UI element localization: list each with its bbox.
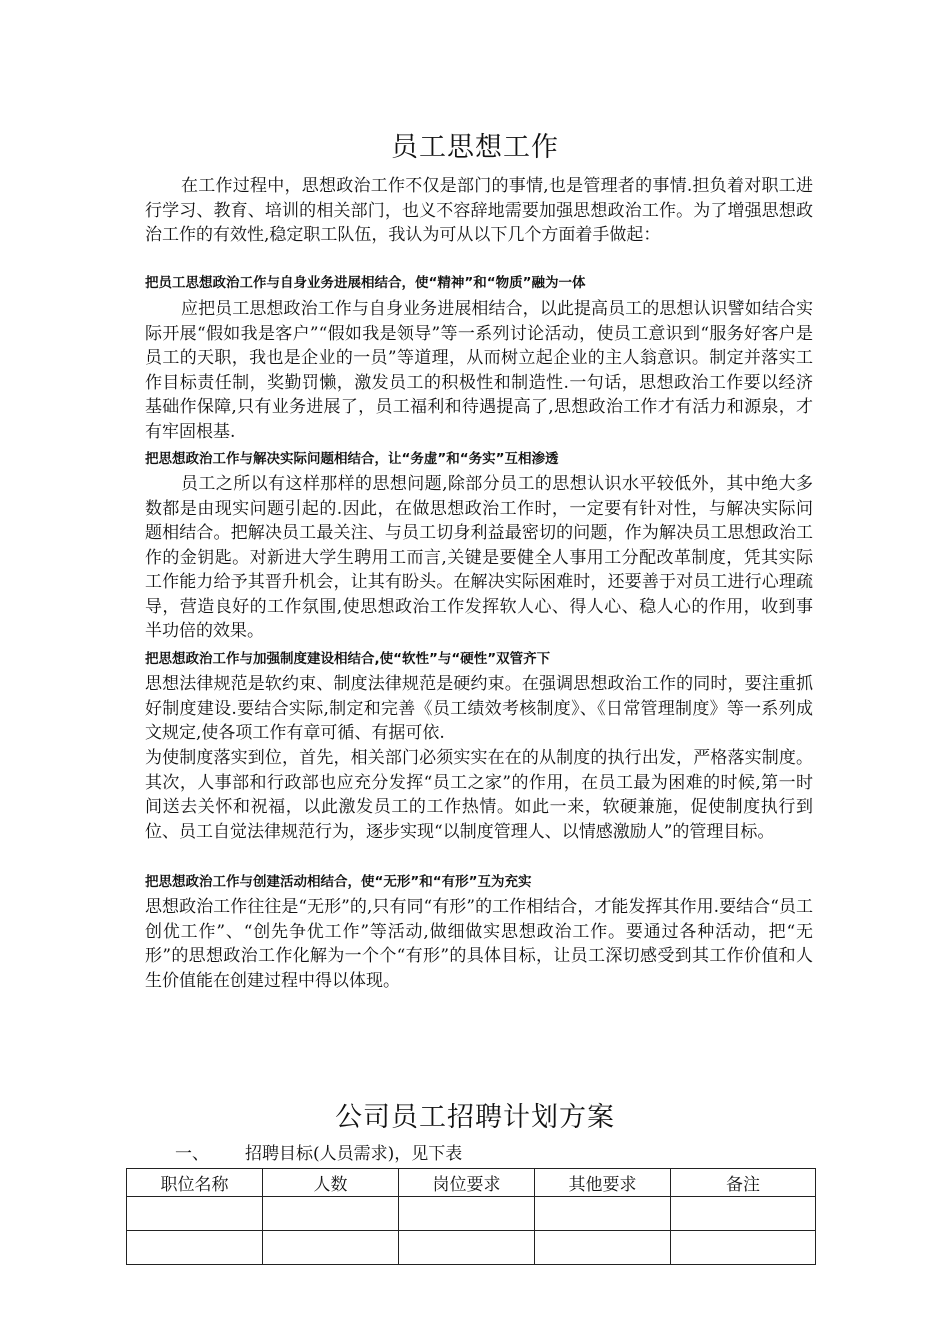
table-header-row xyxy=(127,1169,816,1197)
table-cell xyxy=(399,1231,535,1265)
table-cell xyxy=(263,1231,399,1265)
document-title: 员工思想工作 xyxy=(391,132,559,163)
col-header-count: 人数 xyxy=(263,1169,399,1197)
section-3-heading: 把思想政治工作与加强制度建设相结合,使“软性”与“硬性”双管齐下 xyxy=(145,651,551,667)
table-cell xyxy=(671,1197,816,1231)
table-row xyxy=(127,1197,816,1231)
recruitment-title: 公司员工招聘计划方案 xyxy=(335,1102,615,1133)
col-header-job-requirements: 岗位要求 xyxy=(399,1169,535,1197)
section-3-body: 思想法律规范是软约束、制度法律规范是硬约束。在强调思想政治工作的同时，要注重抓好制度建设.要结合实际,制定和完善《员工绩效考核制度》、《日常管理制度》等一系列成文规定,使各项工作有章可循、有据可依. xyxy=(145,674,813,743)
item-number: 一、 xyxy=(175,1144,209,1164)
section-2-heading: 把思想政治工作与解决实际问题相结合，让“务虚”和“务实”互相渗透 xyxy=(145,451,559,467)
section-2-body: 员工之所以有这样那样的思想问题,除部分员工的思想认识水平较低外，其中绝大多数都是由现实问题引起的.因此，在做思想政治工作时，一定要有针对性，与解决实际问题相结合。把解决员工最关注、与员工切身利益最密切的问题，作为解决员工思想政治工作的金钥匙。对新进大学生聘用工而言,关键是要健全人事用工分配改革制度，凭其实际工作能力给予其晋升机会，让其有盼头。在解决实际困难时，还要善于对员工进行心理疏导，营造良好的工作氛围,使思想政治工作发挥软人心、得人心、稳人心的作用，收到事半功倍的效果。 xyxy=(145,474,813,641)
table-cell xyxy=(263,1197,399,1231)
section-1-heading: 把员工思想政治工作与自身业务进展相结合，使“精神”和“物质”融为一体 xyxy=(145,275,586,291)
table-cell xyxy=(671,1231,816,1265)
section-1-body: 应把员工思想政治工作与自身业务进展相结合，以此提高员工的思想认识譬如结合实际开展“假如我是客户”“假如我是领导”等一系列讨论活动，使员工意识到“服务好客户是员工的天职，我也是企业的一员”等道理，从而树立起企业的主人翁意识。制定并落实工作目标责任制，奖勤罚懒，激发员工的积极性和制造性.一句话，思想政治工作要以经济基础作保障,只有业务进展了，员工福利和待遇提高了,思想政治工作才有活力和源泉，才有牢固根基. xyxy=(145,299,813,442)
section-3-body-2: 为使制度落实到位，首先，相关部门必须实实在在的从制度的执行出发，严格落实制度。其次，人事部和行政部也应充分发挥“员工之家”的作用，在员工最为困难的时候,第一时间送去关怀和祝福，以此激发员工的工作热情。如此一来，软硬兼施，促使制度执行到位、员工自觉法律规范行为，逐步实现“以制度管理人、以情感激励人”的管理目标。 xyxy=(145,748,813,842)
col-header-other-requirements: 其他要求 xyxy=(535,1169,671,1197)
table-cell xyxy=(127,1197,263,1231)
section-4-heading: 把思想政治工作与创建活动相结合，使“无形”和“有形”互为充实 xyxy=(145,874,532,890)
table-cell xyxy=(535,1197,671,1231)
table-cell xyxy=(127,1231,263,1265)
table-row xyxy=(127,1231,816,1265)
col-header-position: 职位名称 xyxy=(127,1169,263,1197)
table-cell xyxy=(399,1197,535,1231)
section-4-body: 思想政治工作往往是“无形”的,只有同“有形”的工作相结合，才能发挥其作用.要结合“员工创优工作”、“创先争优工作”等活动,做细做实思想政治工作。要通过各种活动，把“无形”的思想政治工作化解为一个个“有形”的具体目标，让员工深切感受到其工作价值和人生价值能在创建过程中得以体现。 xyxy=(145,897,813,991)
requirements-table xyxy=(126,1168,816,1265)
recruitment-item-1 xyxy=(175,1143,462,1165)
item-text: 招聘目标(人员需求)，见下表 xyxy=(245,1144,463,1164)
table-cell xyxy=(535,1231,671,1265)
col-header-notes: 备注 xyxy=(671,1169,816,1197)
intro-paragraph: 在工作过程中，思想政治工作不仅是部门的事情,也是管理者的事情.担负着对职工进行学习、教育、培训的相关部门，也义不容辞地需要加强思想政治工作。为了增强思想政治工作的有效性,稳定职工队伍，我认为可从以下几个方面着手做起： xyxy=(145,176,813,245)
